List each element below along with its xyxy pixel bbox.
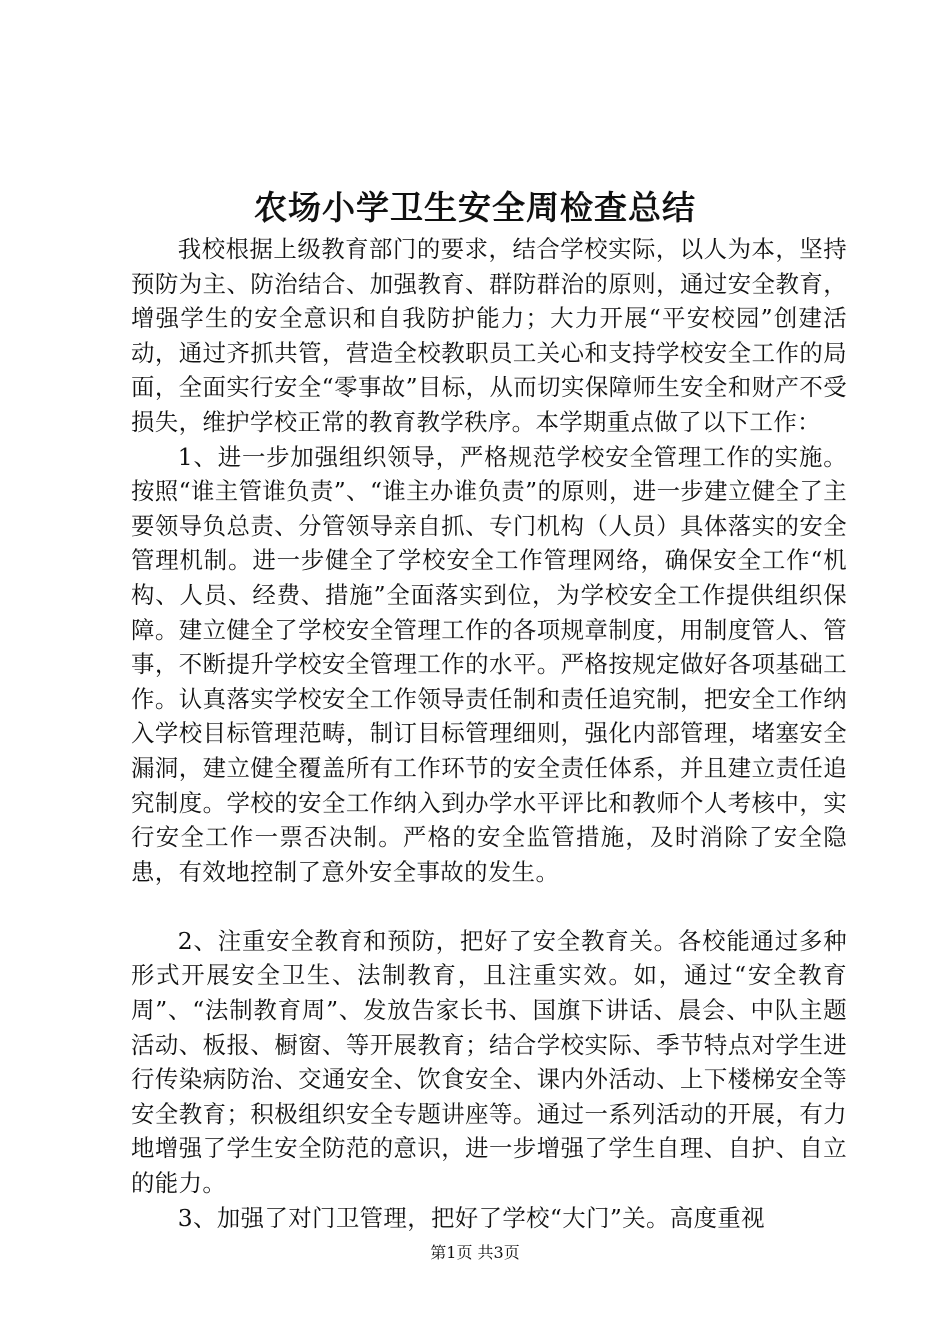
- document-body: [131, 232, 847, 1235]
- paragraph-intro: 我校根据上级教育部门的要求，结合学校实际，以人为本，坚持预防为主、防治结合、加强教育、群防群治的原则，通过安全教育，增强学生的安全意识和自我防护能力；大力开展“平安校园”创建活动，通过齐抓共管，营造全校教职员工关心和支持学校安全工作的局面，全面实行安全“零事故”目标，从而切实保障师生安全和财产不受损失，维护学校正常的教育教学秩序。本学期重点做了以下工作：: [131, 235, 847, 436]
- paragraph-item-2: 2、注重安全教育和预防，把好了安全教育关。各校能通过多种形式开展安全卫生、法制教育，且注重实效。如，通过“安全教育周”、“法制教育周”、发放告家长书、国旗下讲话、晨会、中队主题活动、板报、橱窗、等开展教育；结合学校实际、季节特点对学生进行传染病防治、交通安全、饮食安全、课内外活动、上下楼梯安全等安全教育；积极组织安全专题讲座等。通过一系列活动的开展，有力地增强了学生安全防范的意识，进一步增强了学生自理、自护、自立的能力。: [131, 926, 847, 1198]
- page-number-footer: 第1页 共3页: [430, 1243, 520, 1262]
- document-title: 农场小学卫生安全周检查总结: [254, 188, 696, 227]
- paragraph-item-3: 3、加强了对门卫管理，把好了学校“大门”关。高度重视: [177, 1203, 765, 1232]
- paragraph-item-1: 1、进一步加强组织领导，严格规范学校安全管理工作的实施。按照“谁主管谁负责”、“谁主办谁负责”的原则，进一步建立健全了主要领导负总责、分管领导亲自抓、专门机构（人员）具体落实的安全管理机制。进一步健全了学校安全工作管理网络，确保安全工作“机构、人员、经费、措施”全面落实到位，为学校安全工作提供组织保障。建立健全了学校安全管理工作的各项规章制度，用制度管人、管事，不断提升学校安全管理工作的水平。严格按规定做好各项基础工作。认真落实学校安全工作领导责任制和责任追究制，把安全工作纳入学校目标管理范畴，制订目标管理细则，强化内部管理，堵塞安全漏洞，建立健全覆盖所有工作环节的安全责任体系，并且建立责任追究制度。学校的安全工作纳入到办学水平评比和教师个人考核中，实行安全工作一票否决制。严格的安全监管措施，及时消除了安全隐患，有效地控制了意外安全事故的发生。: [131, 442, 847, 886]
